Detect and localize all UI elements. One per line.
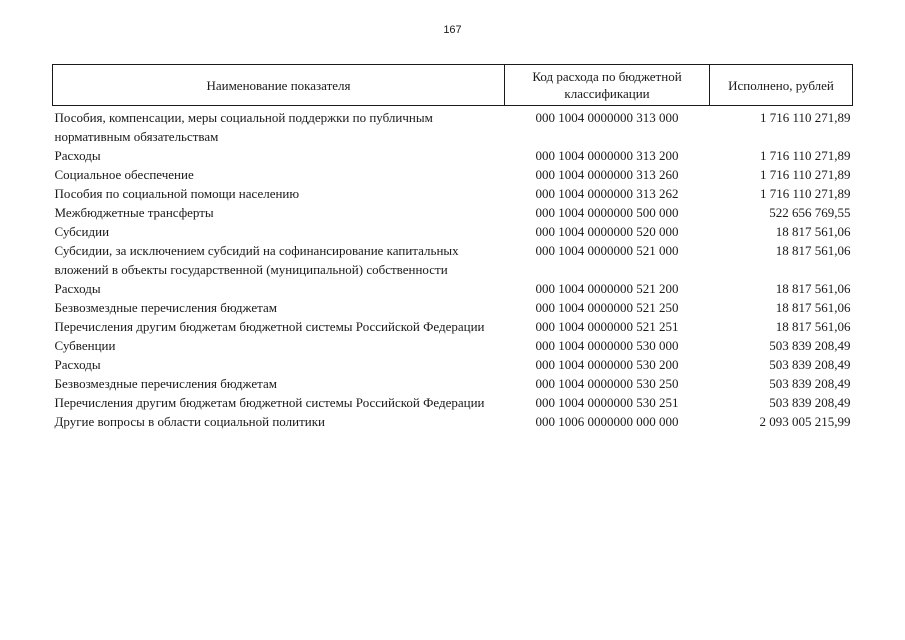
- budget-code-cell: 000 1006 0000000 000 000: [535, 414, 679, 429]
- column-header-amount: Исполнено, рублей: [710, 65, 853, 106]
- budget-code-cell: 000 1004 0000000 500 000: [535, 205, 679, 220]
- table-row: [53, 412, 853, 431]
- table-row: [53, 165, 853, 184]
- amount-cell: 503 839 208,49: [769, 376, 851, 391]
- budget-code-cell: 000 1004 0000000 530 250: [535, 376, 679, 391]
- budget-code-cell: 000 1004 0000000 530 000: [535, 338, 679, 353]
- table-row: [53, 146, 853, 165]
- table-row: [53, 355, 853, 374]
- budget-code-cell: 000 1004 0000000 313 200: [535, 148, 679, 163]
- indicator-name-cell: Пособия по социальной помощи населению: [54, 186, 300, 201]
- page-number: 167: [443, 24, 462, 36]
- indicator-name-cell: Другие вопросы в области социальной политики: [54, 414, 325, 429]
- budget-code-cell: 000 1004 0000000 521 251: [535, 319, 679, 334]
- indicator-name-cell: Социальное обеспечение: [54, 167, 194, 182]
- table-row: [53, 106, 853, 147]
- indicator-name-cell: Перечисления другим бюджетам бюджетной системы Российской Федерации: [54, 319, 485, 334]
- budget-code-cell: 000 1004 0000000 313 262: [535, 186, 679, 201]
- table-row: [53, 298, 853, 317]
- table-row: [53, 317, 853, 336]
- indicator-name-cell: Расходы: [54, 148, 101, 163]
- indicator-name-cell: Расходы: [54, 357, 101, 372]
- indicator-name-cell: Пособия, компенсации, меры социальной поддержки по публичным нормативным обязательствам: [54, 110, 433, 144]
- column-header-code: Код расхода по бюджетной классификации: [505, 65, 710, 106]
- table-row: [53, 279, 853, 298]
- indicator-name-cell: Субсидии: [54, 224, 110, 239]
- amount-cell: 18 817 561,06: [775, 300, 851, 315]
- table-row: [53, 336, 853, 355]
- budget-code-cell: 000 1004 0000000 313 260: [535, 167, 679, 182]
- amount-cell: 18 817 561,06: [775, 224, 851, 239]
- table-row: [53, 184, 853, 203]
- indicator-name-cell: Субсидии, за исключением субсидий на софинансирование капитальных вложений в объекты государственной (муниципальной) собственности: [54, 243, 459, 277]
- table-row: [53, 393, 853, 412]
- amount-cell: 18 817 561,06: [775, 319, 851, 334]
- indicator-name-cell: Безвозмездные перечисления бюджетам: [54, 376, 277, 391]
- budget-code-cell: 000 1004 0000000 521 250: [535, 300, 679, 315]
- budget-code-cell: 000 1004 0000000 521 200: [535, 281, 679, 296]
- table-row: [53, 241, 853, 279]
- indicator-name-cell: Межбюджетные трансферты: [54, 205, 214, 220]
- table-body: [53, 106, 853, 432]
- header-row: [53, 65, 853, 106]
- table-row: [53, 203, 853, 222]
- amount-cell: 503 839 208,49: [769, 395, 851, 410]
- amount-cell: 503 839 208,49: [769, 338, 851, 353]
- budget-code-cell: 000 1004 0000000 530 251: [535, 395, 679, 410]
- indicator-name-cell: Перечисления другим бюджетам бюджетной системы Российской Федерации: [54, 395, 485, 410]
- column-header-name: Наименование показателя: [53, 65, 505, 106]
- budget-code-cell: 000 1004 0000000 520 000: [535, 224, 679, 239]
- indicator-name-cell: Расходы: [54, 281, 101, 296]
- indicator-name-cell: Безвозмездные перечисления бюджетам: [54, 300, 277, 315]
- table-row: [53, 222, 853, 241]
- budget-table: [52, 64, 853, 431]
- amount-cell: 1 716 110 271,89: [759, 167, 851, 182]
- budget-code-cell: 000 1004 0000000 313 000: [535, 110, 679, 125]
- amount-cell: 503 839 208,49: [769, 357, 851, 372]
- budget-code-cell: 000 1004 0000000 530 200: [535, 357, 679, 372]
- table-header: [53, 65, 853, 106]
- amount-cell: 18 817 561,06: [775, 281, 851, 296]
- indicator-name-cell: Субвенции: [54, 338, 116, 353]
- amount-cell: 2 093 005 215,99: [759, 414, 851, 429]
- amount-cell: 18 817 561,06: [775, 243, 851, 258]
- budget-code-cell: 000 1004 0000000 521 000: [535, 243, 679, 258]
- amount-cell: 522 656 769,55: [769, 205, 851, 220]
- amount-cell: 1 716 110 271,89: [759, 186, 851, 201]
- amount-cell: 1 716 110 271,89: [759, 148, 851, 163]
- table-row: [53, 374, 853, 393]
- amount-cell: 1 716 110 271,89: [759, 110, 851, 125]
